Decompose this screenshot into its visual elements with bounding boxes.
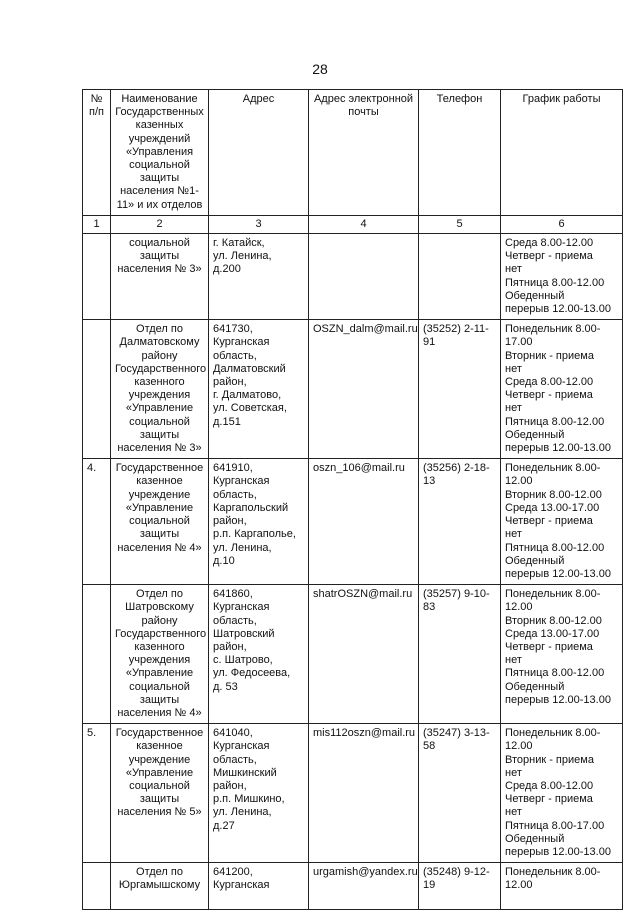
email: urgamish@yandex.ru [309,863,419,910]
institution-name: Государственное казенное учреждение «Управление социальной защиты населения № 4» [111,459,209,585]
phone [419,234,501,320]
schedule: Понедельник 8.00- 12.00 [501,863,623,910]
phone: (35252) 2-11-91 [419,320,501,459]
table-row [83,724,623,863]
table-row [83,585,623,724]
phone: (35248) 9-12- 19 [419,863,501,910]
row-number [83,585,111,724]
address: 641730, Курганская область, Далматовский район, г. Далматово, ул. Советская, д.151 [209,320,309,459]
address: 641910, Курганская область, Каргапольский район, р.п. Каргаполье, ул. Ленина, д.10 [209,459,309,585]
institution-name: Отдел по Шатровскому району Государственного казенного учреждения «Управление социальной защиты населения № 4» [111,585,209,724]
table-row [83,863,623,910]
address: 641040, Курганская область, Мишкинский район, р.п. Мишкино, ул. Ленина, д.27 [209,724,309,863]
address: г. Катайск, ул. Ленина, д.200 [209,234,309,320]
schedule: Понедельник 8.00- 17.00 Вторник - приема нет Среда 8.00-12.00 Четверг - приема нет Пятница 8.00-12.00 Обеденный перерыв 12.00-13.00 [501,320,623,459]
page-number: 28 [312,61,328,77]
institution-name: социальной защиты населения № 3» [111,234,209,320]
offices-table [82,89,623,910]
phone: (35256) 2-18- 13 [419,459,501,585]
email: oszn_106@mail.ru [309,459,419,585]
column-number: 2 [111,215,209,233]
email: mis112oszn@mail.ru [309,724,419,863]
row-number [83,234,111,320]
column-number: 6 [501,215,623,233]
header-name: Наименование Государственных казенных учреждений «Управления социальной защиты населения №1- 11» и их отделов [111,90,209,216]
schedule: Понедельник 8.00- 12.00 Вторник - приема нет Среда 8.00-12.00 Четверг - приема нет Пятница 8.00-17.00 Обеденный перерыв 12.00-13.00 [501,724,623,863]
email [309,234,419,320]
address: 641860, Курганская область, Шатровский район, с. Шатрово, ул. Федосеева, д. 53 [209,585,309,724]
row-number: 4. [83,459,111,585]
column-number-row [83,215,623,233]
column-number: 3 [209,215,309,233]
column-number: 5 [419,215,501,233]
column-number: 4 [309,215,419,233]
phone: (35247) 3-13- 58 [419,724,501,863]
header-address: Адрес [209,90,309,216]
email: shatrOSZN@mail.ru [309,585,419,724]
header-phone: Телефон [419,90,501,216]
phone: (35257) 9-10- 83 [419,585,501,724]
row-number [83,320,111,459]
table-row [83,320,623,459]
institution-name: Отдел по Далматовскому району Государственного казенного учреждения «Управление социальной защиты населения № 3» [111,320,209,459]
table-row [83,234,623,320]
column-number: 1 [83,215,111,233]
institution-name: Государственное казенное учреждение «Управление социальной защиты населения № 5» [111,724,209,863]
schedule: Среда 8.00-12.00 Четверг - приема нет Пятница 8.00-12.00 Обеденный перерыв 12.00-13.00 [501,234,623,320]
header-no: № п/п [83,90,111,216]
schedule: Понедельник 8.00- 12.00 Вторник 8.00-12.00 Среда 13.00-17.00 Четверг - приема нет Пятница 8.00-12.00 Обеденный перерыв 12.00-13.00 [501,459,623,585]
row-number [83,863,111,910]
header-row [83,90,623,216]
institution-name: Отдел по Юргамышскому [111,863,209,910]
address: 641200, Курганская [209,863,309,910]
email: OSZN_dalm@mail.ru [309,320,419,459]
header-email: Адрес электронной почты [309,90,419,216]
table-row [83,459,623,585]
header-schedule: График работы [501,90,623,216]
row-number: 5. [83,724,111,863]
schedule: Понедельник 8.00- 12.00 Вторник 8.00-12.00 Среда 13.00-17.00 Четверг - приема нет Пятница 8.00-12.00 Обеденный перерыв 12.00-13.00 [501,585,623,724]
